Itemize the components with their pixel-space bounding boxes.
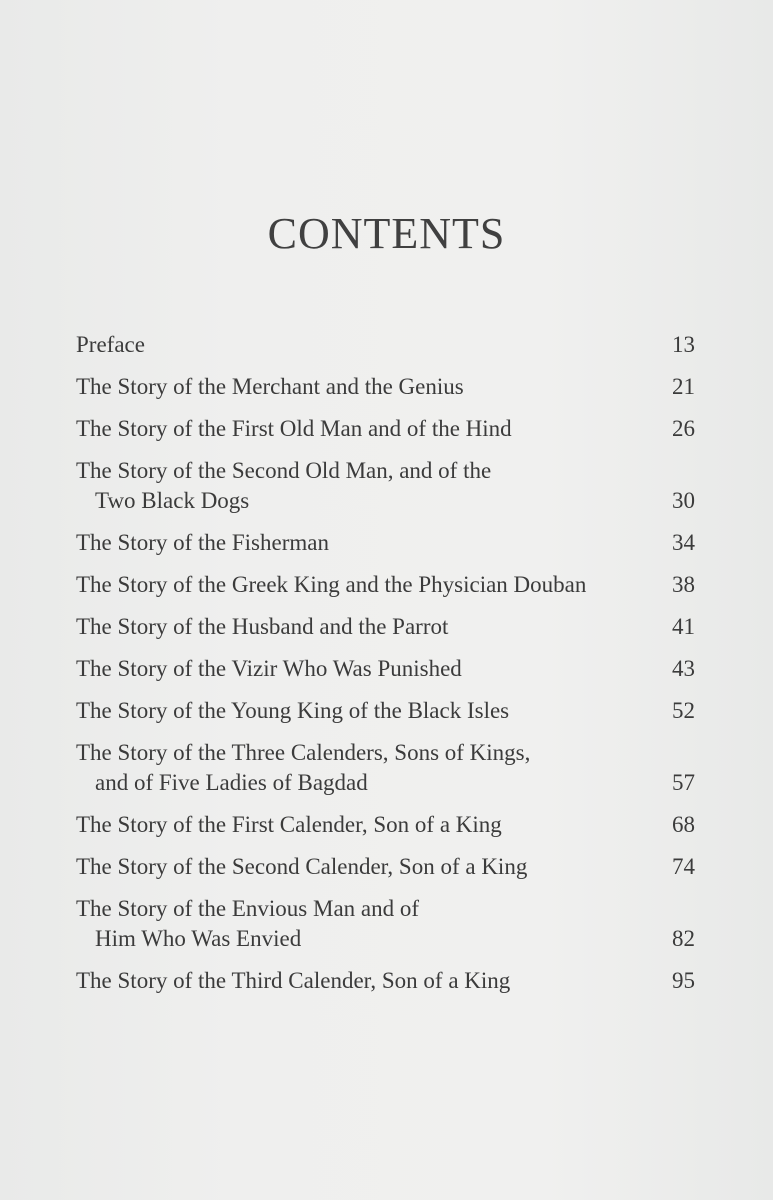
entry-title: The Story of the Envious Man and of [76,896,420,921]
toc-entry [76,570,695,600]
entry-page-number: 26 [672,416,695,441]
entry-page-number: 52 [672,698,695,723]
entry-title-continuation: and of Five Ladies of Bagdad [95,770,368,795]
entry-page-number: 41 [672,614,695,639]
toc-entry [76,528,695,558]
entry-page-number: 95 [672,968,695,993]
entry-title: The Story of the Second Calender, Son of a King [76,854,528,879]
toc-entry [76,414,695,444]
entry-page-number: 34 [672,530,695,555]
entry-page-number: 43 [672,656,695,681]
toc-entry [76,852,695,882]
entry-title: The Story of the Third Calender, Son of a King [76,968,511,993]
toc-entry [76,456,695,516]
entry-title-continuation: Him Who Was Envied [95,926,302,951]
contents-heading: CONTENTS [267,209,506,258]
entry-page-number: 57 [672,770,695,795]
entry-title: The Story of the Fisherman [76,530,329,555]
toc-entry [76,612,695,642]
entry-page-number: 38 [672,572,695,597]
toc-entry [76,810,695,840]
toc-entry [76,330,695,360]
entry-title: The Story of the Husband and the Parrot [76,614,449,639]
entry-title: The Story of the First Calender, Son of a King [76,812,502,837]
entry-page-number: 30 [672,488,695,513]
entry-title: Preface [76,332,145,357]
entry-title: The Story of the Merchant and the Genius [76,374,464,399]
entry-page-number: 68 [672,812,695,837]
entry-page-number: 82 [672,926,695,951]
toc-entry [76,894,695,954]
entry-title-continuation: Two Black Dogs [95,488,250,513]
entry-title: The Story of the Second Old Man, and of the [76,458,492,483]
entry-title: The Story of the Greek King and the Physician Douban [76,572,587,597]
entry-title: The Story of the Vizir Who Was Punished [76,656,462,681]
toc-entry [76,738,695,798]
entry-title: The Story of the Three Calenders, Sons of Kings, [76,740,531,765]
table-of-contents [76,330,695,1008]
toc-entry [76,372,695,402]
entry-page-number: 74 [672,854,695,879]
entry-title: The Story of the First Old Man and of the Hind [76,416,512,441]
entry-title: The Story of the Young King of the Black Isles [76,698,510,723]
toc-entry [76,696,695,726]
entry-page-number: 13 [672,332,695,357]
toc-entry [76,654,695,684]
toc-entry [76,966,695,996]
entry-page-number: 21 [672,374,695,399]
